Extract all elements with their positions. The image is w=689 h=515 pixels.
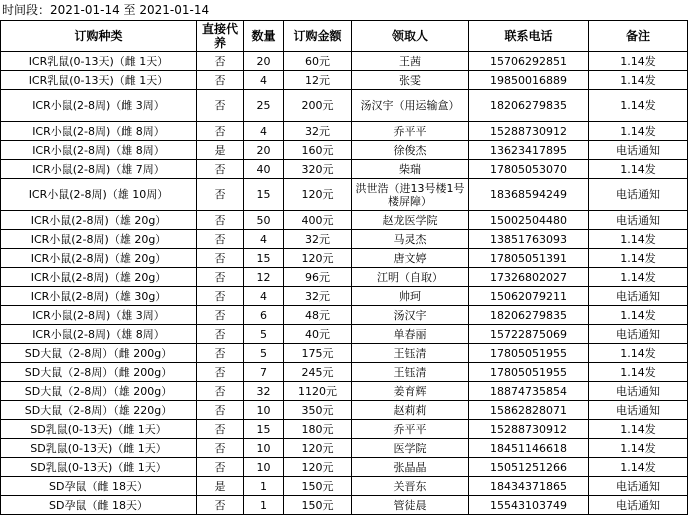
header-phone: 联系电话 xyxy=(469,21,589,52)
cell-direct: 否 xyxy=(197,458,244,477)
cell-kind: SD乳鼠(0-13天)（雌 1天） xyxy=(1,458,197,477)
table-row xyxy=(1,420,688,439)
cell-receiver: 柴瑞 xyxy=(352,160,469,179)
cell-receiver: 赵龙医学院 xyxy=(352,211,469,230)
cell-note: 1.14发 xyxy=(589,160,688,179)
cell-note: 电话通知 xyxy=(589,287,688,306)
cell-receiver: 王钰清 xyxy=(352,363,469,382)
cell-note: 1.14发 xyxy=(589,439,688,458)
cell-amount: 175元 xyxy=(284,344,352,363)
cell-kind: ICR乳鼠(0-13天)（雌 1天） xyxy=(1,52,197,71)
cell-note: 1.14发 xyxy=(589,363,688,382)
cell-phone: 13623417895 xyxy=(469,141,589,160)
header-direct: 直接代养 xyxy=(197,21,244,52)
table-row xyxy=(1,90,688,122)
cell-note: 1.14发 xyxy=(589,458,688,477)
cell-receiver: 张雯 xyxy=(352,71,469,90)
cell-note: 电话通知 xyxy=(589,141,688,160)
cell-qty: 12 xyxy=(244,268,284,287)
cell-note: 电话通知 xyxy=(589,179,688,211)
cell-note: 1.14发 xyxy=(589,230,688,249)
cell-phone: 15722875069 xyxy=(469,325,589,344)
cell-receiver: 管徒晨 xyxy=(352,496,469,515)
cell-receiver: 医学院 xyxy=(352,439,469,458)
header-qty: 数量 xyxy=(244,21,284,52)
cell-note: 1.14发 xyxy=(589,420,688,439)
table-row xyxy=(1,344,688,363)
cell-kind: ICR小鼠(2-8周)（雄 8周） xyxy=(1,141,197,160)
table-row xyxy=(1,477,688,496)
cell-receiver: 王茜 xyxy=(352,52,469,71)
cell-qty: 10 xyxy=(244,439,284,458)
cell-kind: ICR小鼠(2-8周)（雄 30g） xyxy=(1,287,197,306)
cell-qty: 6 xyxy=(244,306,284,325)
cell-receiver: 唐文婷 xyxy=(352,249,469,268)
table-row xyxy=(1,458,688,477)
cell-direct: 否 xyxy=(197,160,244,179)
cell-qty: 50 xyxy=(244,211,284,230)
cell-kind: SD乳鼠(0-13天)（雌 1天） xyxy=(1,439,197,458)
cell-amount: 120元 xyxy=(284,439,352,458)
cell-note: 1.14发 xyxy=(589,71,688,90)
cell-direct: 否 xyxy=(197,325,244,344)
orders-table xyxy=(0,20,688,515)
cell-kind: SD孕鼠（雌 18天） xyxy=(1,477,197,496)
cell-direct: 否 xyxy=(197,382,244,401)
cell-phone: 19850016889 xyxy=(469,71,589,90)
cell-kind: SD大鼠（2-8周）（雌 200g） xyxy=(1,363,197,382)
cell-amount: 350元 xyxy=(284,401,352,420)
cell-amount: 320元 xyxy=(284,160,352,179)
cell-direct: 否 xyxy=(197,71,244,90)
cell-phone: 13851763093 xyxy=(469,230,589,249)
cell-phone: 15543103749 xyxy=(469,496,589,515)
cell-note: 电话通知 xyxy=(589,496,688,515)
cell-amount: 32元 xyxy=(284,287,352,306)
cell-direct: 否 xyxy=(197,230,244,249)
cell-qty: 10 xyxy=(244,458,284,477)
cell-qty: 15 xyxy=(244,420,284,439)
cell-receiver: 张晶晶 xyxy=(352,458,469,477)
cell-amount: 150元 xyxy=(284,496,352,515)
cell-direct: 否 xyxy=(197,249,244,268)
table-header-row xyxy=(1,21,688,52)
cell-note: 电话通知 xyxy=(589,382,688,401)
cell-direct: 否 xyxy=(197,122,244,141)
cell-kind: ICR乳鼠(0-13天)（雌 1天） xyxy=(1,71,197,90)
cell-direct: 是 xyxy=(197,477,244,496)
cell-phone: 17326802027 xyxy=(469,268,589,287)
cell-phone: 17805051955 xyxy=(469,344,589,363)
table-row xyxy=(1,306,688,325)
cell-phone: 17805051391 xyxy=(469,249,589,268)
cell-phone: 18206279835 xyxy=(469,306,589,325)
table-row xyxy=(1,230,688,249)
cell-direct: 否 xyxy=(197,179,244,211)
cell-phone: 18874735854 xyxy=(469,382,589,401)
cell-qty: 1 xyxy=(244,496,284,515)
cell-amount: 12元 xyxy=(284,71,352,90)
cell-note: 电话通知 xyxy=(589,401,688,420)
cell-phone: 15062079211 xyxy=(469,287,589,306)
cell-kind: ICR小鼠(2-8周)（雄 10周） xyxy=(1,179,197,211)
table-row xyxy=(1,160,688,179)
cell-qty: 4 xyxy=(244,71,284,90)
cell-amount: 150元 xyxy=(284,477,352,496)
cell-note: 1.14发 xyxy=(589,268,688,287)
cell-phone: 15706292851 xyxy=(469,52,589,71)
cell-kind: SD大鼠（2-8周）（雌 200g） xyxy=(1,344,197,363)
cell-phone: 15051251266 xyxy=(469,458,589,477)
table-row xyxy=(1,287,688,306)
table-row xyxy=(1,496,688,515)
table-row xyxy=(1,211,688,230)
cell-amount: 48元 xyxy=(284,306,352,325)
cell-kind: ICR小鼠(2-8周)（雄 8周） xyxy=(1,325,197,344)
header-receiver: 领取人 xyxy=(352,21,469,52)
cell-kind: ICR小鼠(2-8周)（雌 3周） xyxy=(1,90,197,122)
table-row xyxy=(1,439,688,458)
cell-note: 1.14发 xyxy=(589,249,688,268)
cell-note: 电话通知 xyxy=(589,477,688,496)
cell-phone: 17805053070 xyxy=(469,160,589,179)
cell-note: 1.14发 xyxy=(589,306,688,325)
cell-qty: 5 xyxy=(244,344,284,363)
time-range-label: 时间段：2021-01-14 至 2021-01-14 xyxy=(2,3,210,17)
cell-note: 1.14发 xyxy=(589,344,688,363)
cell-phone: 15288730912 xyxy=(469,122,589,141)
cell-note: 电话通知 xyxy=(589,211,688,230)
cell-qty: 4 xyxy=(244,287,284,306)
cell-qty: 40 xyxy=(244,160,284,179)
cell-receiver: 洪世浩（进13号楼1号楼屏障） xyxy=(352,179,469,211)
cell-note: 1.14发 xyxy=(589,122,688,141)
cell-receiver: 赵莉莉 xyxy=(352,401,469,420)
cell-kind: SD大鼠（2-8周）（雄 200g） xyxy=(1,382,197,401)
cell-receiver: 马灵杰 xyxy=(352,230,469,249)
cell-direct: 否 xyxy=(197,496,244,515)
cell-qty: 1 xyxy=(244,477,284,496)
cell-direct: 否 xyxy=(197,363,244,382)
cell-direct: 否 xyxy=(197,401,244,420)
cell-receiver: 关晋东 xyxy=(352,477,469,496)
cell-kind: ICR小鼠(2-8周)（雌 8周） xyxy=(1,122,197,141)
orders-body xyxy=(1,52,688,515)
cell-direct: 否 xyxy=(197,439,244,458)
cell-qty: 15 xyxy=(244,249,284,268)
cell-kind: SD乳鼠(0-13天)（雌 1天） xyxy=(1,420,197,439)
table-row xyxy=(1,249,688,268)
cell-phone: 15002504480 xyxy=(469,211,589,230)
cell-kind: SD大鼠（2-8周）（雄 220g） xyxy=(1,401,197,420)
cell-note: 1.14发 xyxy=(589,52,688,71)
cell-receiver: 姜育辉 xyxy=(352,382,469,401)
table-row xyxy=(1,71,688,90)
cell-amount: 400元 xyxy=(284,211,352,230)
cell-amount: 160元 xyxy=(284,141,352,160)
cell-kind: ICR小鼠(2-8周)（雄 3周） xyxy=(1,306,197,325)
table-row xyxy=(1,382,688,401)
cell-receiver: 汤汉宇 xyxy=(352,306,469,325)
cell-receiver: 乔平平 xyxy=(352,420,469,439)
header-kind: 订购种类 xyxy=(1,21,197,52)
cell-qty: 20 xyxy=(244,52,284,71)
cell-kind: ICR小鼠(2-8周)（雄 20g） xyxy=(1,268,197,287)
cell-direct: 否 xyxy=(197,211,244,230)
cell-receiver: 徐俊杰 xyxy=(352,141,469,160)
table-row xyxy=(1,141,688,160)
table-row xyxy=(1,325,688,344)
table-row xyxy=(1,52,688,71)
cell-direct: 是 xyxy=(197,141,244,160)
cell-amount: 96元 xyxy=(284,268,352,287)
cell-amount: 32元 xyxy=(284,230,352,249)
cell-amount: 120元 xyxy=(284,179,352,211)
cell-receiver: 江明（自取） xyxy=(352,268,469,287)
cell-kind: ICR小鼠(2-8周)（雄 20g） xyxy=(1,249,197,268)
cell-qty: 25 xyxy=(244,90,284,122)
cell-amount: 180元 xyxy=(284,420,352,439)
cell-phone: 18434371865 xyxy=(469,477,589,496)
cell-phone: 15288730912 xyxy=(469,420,589,439)
cell-receiver: 帅珂 xyxy=(352,287,469,306)
cell-amount: 200元 xyxy=(284,90,352,122)
cell-amount: 120元 xyxy=(284,458,352,477)
cell-phone: 15862828071 xyxy=(469,401,589,420)
cell-kind: ICR小鼠(2-8周)（雄 7周） xyxy=(1,160,197,179)
cell-phone: 18206279835 xyxy=(469,90,589,122)
cell-note: 电话通知 xyxy=(589,325,688,344)
cell-receiver: 王钰清 xyxy=(352,344,469,363)
table-row xyxy=(1,122,688,141)
table-row xyxy=(1,401,688,420)
cell-qty: 32 xyxy=(244,382,284,401)
table-row xyxy=(1,179,688,211)
cell-amount: 40元 xyxy=(284,325,352,344)
cell-kind: ICR小鼠(2-8周)（雄 20g） xyxy=(1,230,197,249)
cell-direct: 否 xyxy=(197,344,244,363)
cell-direct: 否 xyxy=(197,268,244,287)
cell-phone: 18368594249 xyxy=(469,179,589,211)
cell-direct: 否 xyxy=(197,420,244,439)
cell-amount: 120元 xyxy=(284,249,352,268)
cell-qty: 4 xyxy=(244,122,284,141)
cell-receiver: 单春丽 xyxy=(352,325,469,344)
cell-direct: 否 xyxy=(197,287,244,306)
table-row xyxy=(1,268,688,287)
cell-qty: 10 xyxy=(244,401,284,420)
cell-note: 1.14发 xyxy=(589,90,688,122)
cell-phone: 17805051955 xyxy=(469,363,589,382)
cell-direct: 否 xyxy=(197,90,244,122)
header-amount: 订购金额 xyxy=(284,21,352,52)
cell-direct: 否 xyxy=(197,306,244,325)
cell-amount: 32元 xyxy=(284,122,352,141)
cell-receiver: 汤汉宇（用运输盒） xyxy=(352,90,469,122)
cell-kind: ICR小鼠(2-8周)（雄 20g） xyxy=(1,211,197,230)
cell-amount: 1120元 xyxy=(284,382,352,401)
cell-qty: 4 xyxy=(244,230,284,249)
cell-amount: 60元 xyxy=(284,52,352,71)
cell-qty: 20 xyxy=(244,141,284,160)
cell-amount: 245元 xyxy=(284,363,352,382)
cell-qty: 15 xyxy=(244,179,284,211)
cell-phone: 18451146618 xyxy=(469,439,589,458)
table-row xyxy=(1,363,688,382)
header-note: 备注 xyxy=(589,21,688,52)
cell-kind: SD孕鼠（雌 18天） xyxy=(1,496,197,515)
cell-qty: 5 xyxy=(244,325,284,344)
cell-direct: 否 xyxy=(197,52,244,71)
cell-receiver: 乔平平 xyxy=(352,122,469,141)
cell-qty: 7 xyxy=(244,363,284,382)
